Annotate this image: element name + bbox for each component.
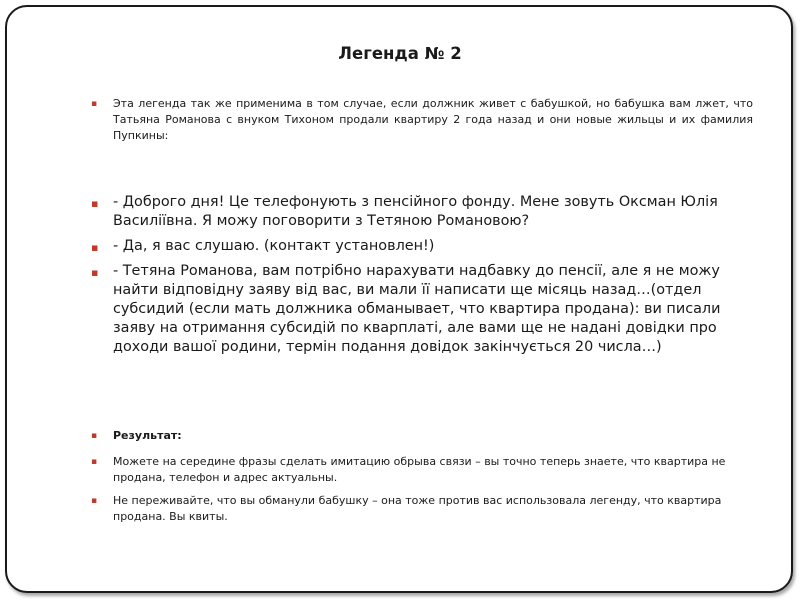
bullet-marker-icon: ▪: [91, 266, 99, 279]
bullet-marker-icon: ▪: [91, 496, 98, 506]
bullet-marker-icon: ▪: [91, 99, 98, 109]
dialogue-line: [91, 237, 753, 256]
dialogue-text: - Да, я вас слушаю. (контакт установлен!): [113, 238, 435, 254]
slide-title: Легенда № 2: [338, 44, 462, 63]
dialogue-line: [91, 262, 753, 357]
result-item: [91, 493, 753, 525]
result-item-text: Не переживайте, что вы обманули бабушку – она тоже против вас использовала легенду, что квартира продана. Вы квиты.: [113, 494, 722, 523]
dialogue-text: - Доброго дня! Це телефонують з пенсійного фонду. Мене зовуть Оксман Юлія Василіївна. Я можу поговорити з Тетяною Романовою?: [113, 194, 718, 229]
dialogue-section: [91, 193, 753, 363]
result-item: [91, 454, 753, 486]
result-section: [91, 428, 753, 532]
result-heading-text: Результат:: [113, 429, 182, 442]
intro-text: Эта легенда так же применима в том случае, если должник живет с бабушкой, но бабушка вам лжет, что Татьяна Романова с внуком Тихоном продали квартиру 2 года назад и они новые жильцы и их фамилия Пупкины:: [113, 97, 753, 142]
dialogue-line: [91, 193, 753, 231]
bullet-marker-icon: ▪: [91, 431, 98, 441]
bullet-marker-icon: ▪: [91, 241, 99, 254]
result-heading: [91, 428, 753, 444]
dialogue-text: - Тетяна Романова, вам потрібно нарахувати надбавку до пенсії, але я не можу найти відповідну заяву від вас, ви мали її написати ще місяць назад…(отдел субсидий (если мать должника обманывает, что квартира продана): ви писали заяву на отримання субсидій по кварплаті, але вами ще не надані довідки про доходи вашої родини, термін подання довідок закінчується 20 числа…): [113, 263, 721, 355]
intro-section: [91, 96, 753, 144]
intro-bullet: [91, 96, 753, 144]
result-item-text: Можете на середине фразы сделать имитацию обрыва связи – вы точно теперь знаете, что квартира не продана, телефон и адрес актуальны.: [113, 455, 726, 484]
bullet-marker-icon: ▪: [91, 457, 98, 467]
bullet-marker-icon: ▪: [91, 197, 99, 210]
